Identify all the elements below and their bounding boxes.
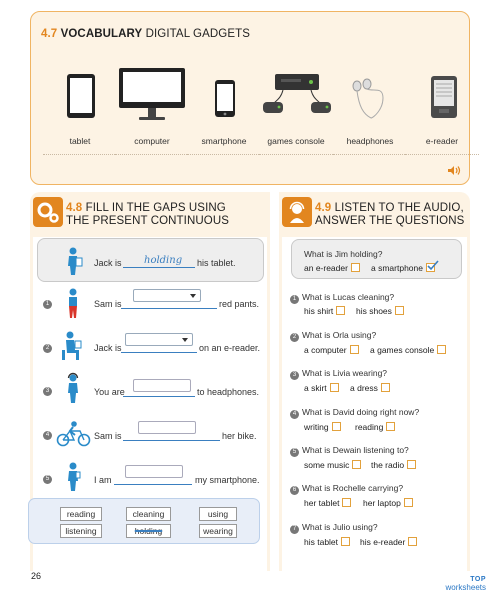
figure-headphones-icon [62,372,84,404]
figure-e-reader-icon [59,330,87,362]
fill-1-dropdown[interactable] [133,289,201,302]
fill-gaps-title: 4.8 FILL IN THE GAPS USING THE PRESENT CONTINUOUS [66,202,230,227]
q6-checkbox-2[interactable] [404,498,413,507]
fill-example-after: his tablet. [197,258,236,268]
word-using[interactable]: using [199,507,237,521]
word-holding[interactable]: holding [126,524,171,538]
listen-title: 4.9 LISTEN TO THE AUDIO, ANSWER THE QUESTIONS [315,202,465,227]
fill-2-dropdown[interactable] [125,333,193,346]
listen-example-box [291,239,462,279]
speaker-icon[interactable] [447,165,461,176]
q3-checkbox-1[interactable] [330,383,339,392]
listener-icon [282,197,312,227]
gears-icon [33,197,63,227]
q6-checkbox-1[interactable] [342,498,351,507]
computer-icon [115,62,189,132]
q2-checkbox-1[interactable] [350,345,359,354]
fill-example-before: Jack is [94,258,122,268]
brand-logo: TOP worksheets [445,576,486,592]
q4-checkbox-1[interactable] [332,422,341,431]
tablet-icon [43,62,117,132]
word-cleaning[interactable]: cleaning [126,507,171,521]
fill-4-input[interactable] [138,421,196,434]
figure-smartphone-icon [62,461,84,493]
fill-5-input[interactable] [125,465,183,478]
figure-red-pants-icon [62,287,84,319]
q3-checkbox-2[interactable] [381,383,390,392]
example-checkbox-1[interactable] [351,263,360,272]
gadget-computer: computer [115,62,189,178]
figure-bike-icon [56,421,92,447]
headphones-icon [333,62,407,132]
word-wearing[interactable]: wearing [199,524,237,538]
q5-checkbox-2[interactable] [407,460,416,469]
q4-checkbox-2[interactable] [386,422,395,431]
figure-tablet-icon [62,246,84,276]
q5-checkbox-1[interactable] [352,460,361,469]
fill-3-input[interactable] [133,379,191,392]
gadget-smartphone: smartphone [187,62,261,178]
gadget-games-console: games console [259,62,333,178]
word-listening[interactable]: listening [60,524,102,538]
fill-example-answer: holding [144,255,183,266]
q7-checkbox-1[interactable] [341,537,350,546]
gadget-tablet: tablet [43,62,117,178]
vocabulary-section [30,11,470,185]
q7-checkbox-2[interactable] [408,537,417,546]
example-checkbox-2[interactable] [426,263,435,272]
games-console-icon [259,62,333,132]
gadget-headphones: headphones [333,62,407,178]
page-number: 26 [31,571,42,581]
gadget-e-reader: e-reader [405,62,479,178]
e-reader-icon [405,62,479,132]
word-reading[interactable]: reading [60,507,102,521]
smartphone-icon [187,62,261,132]
checkmark-icon [427,260,439,272]
q2-checkbox-2[interactable] [437,345,446,354]
q1-checkbox-2[interactable] [395,306,404,315]
vocabulary-title: 4.7 VOCABULARY DIGITAL GADGETS [41,28,250,40]
q1-checkbox-1[interactable] [336,306,345,315]
